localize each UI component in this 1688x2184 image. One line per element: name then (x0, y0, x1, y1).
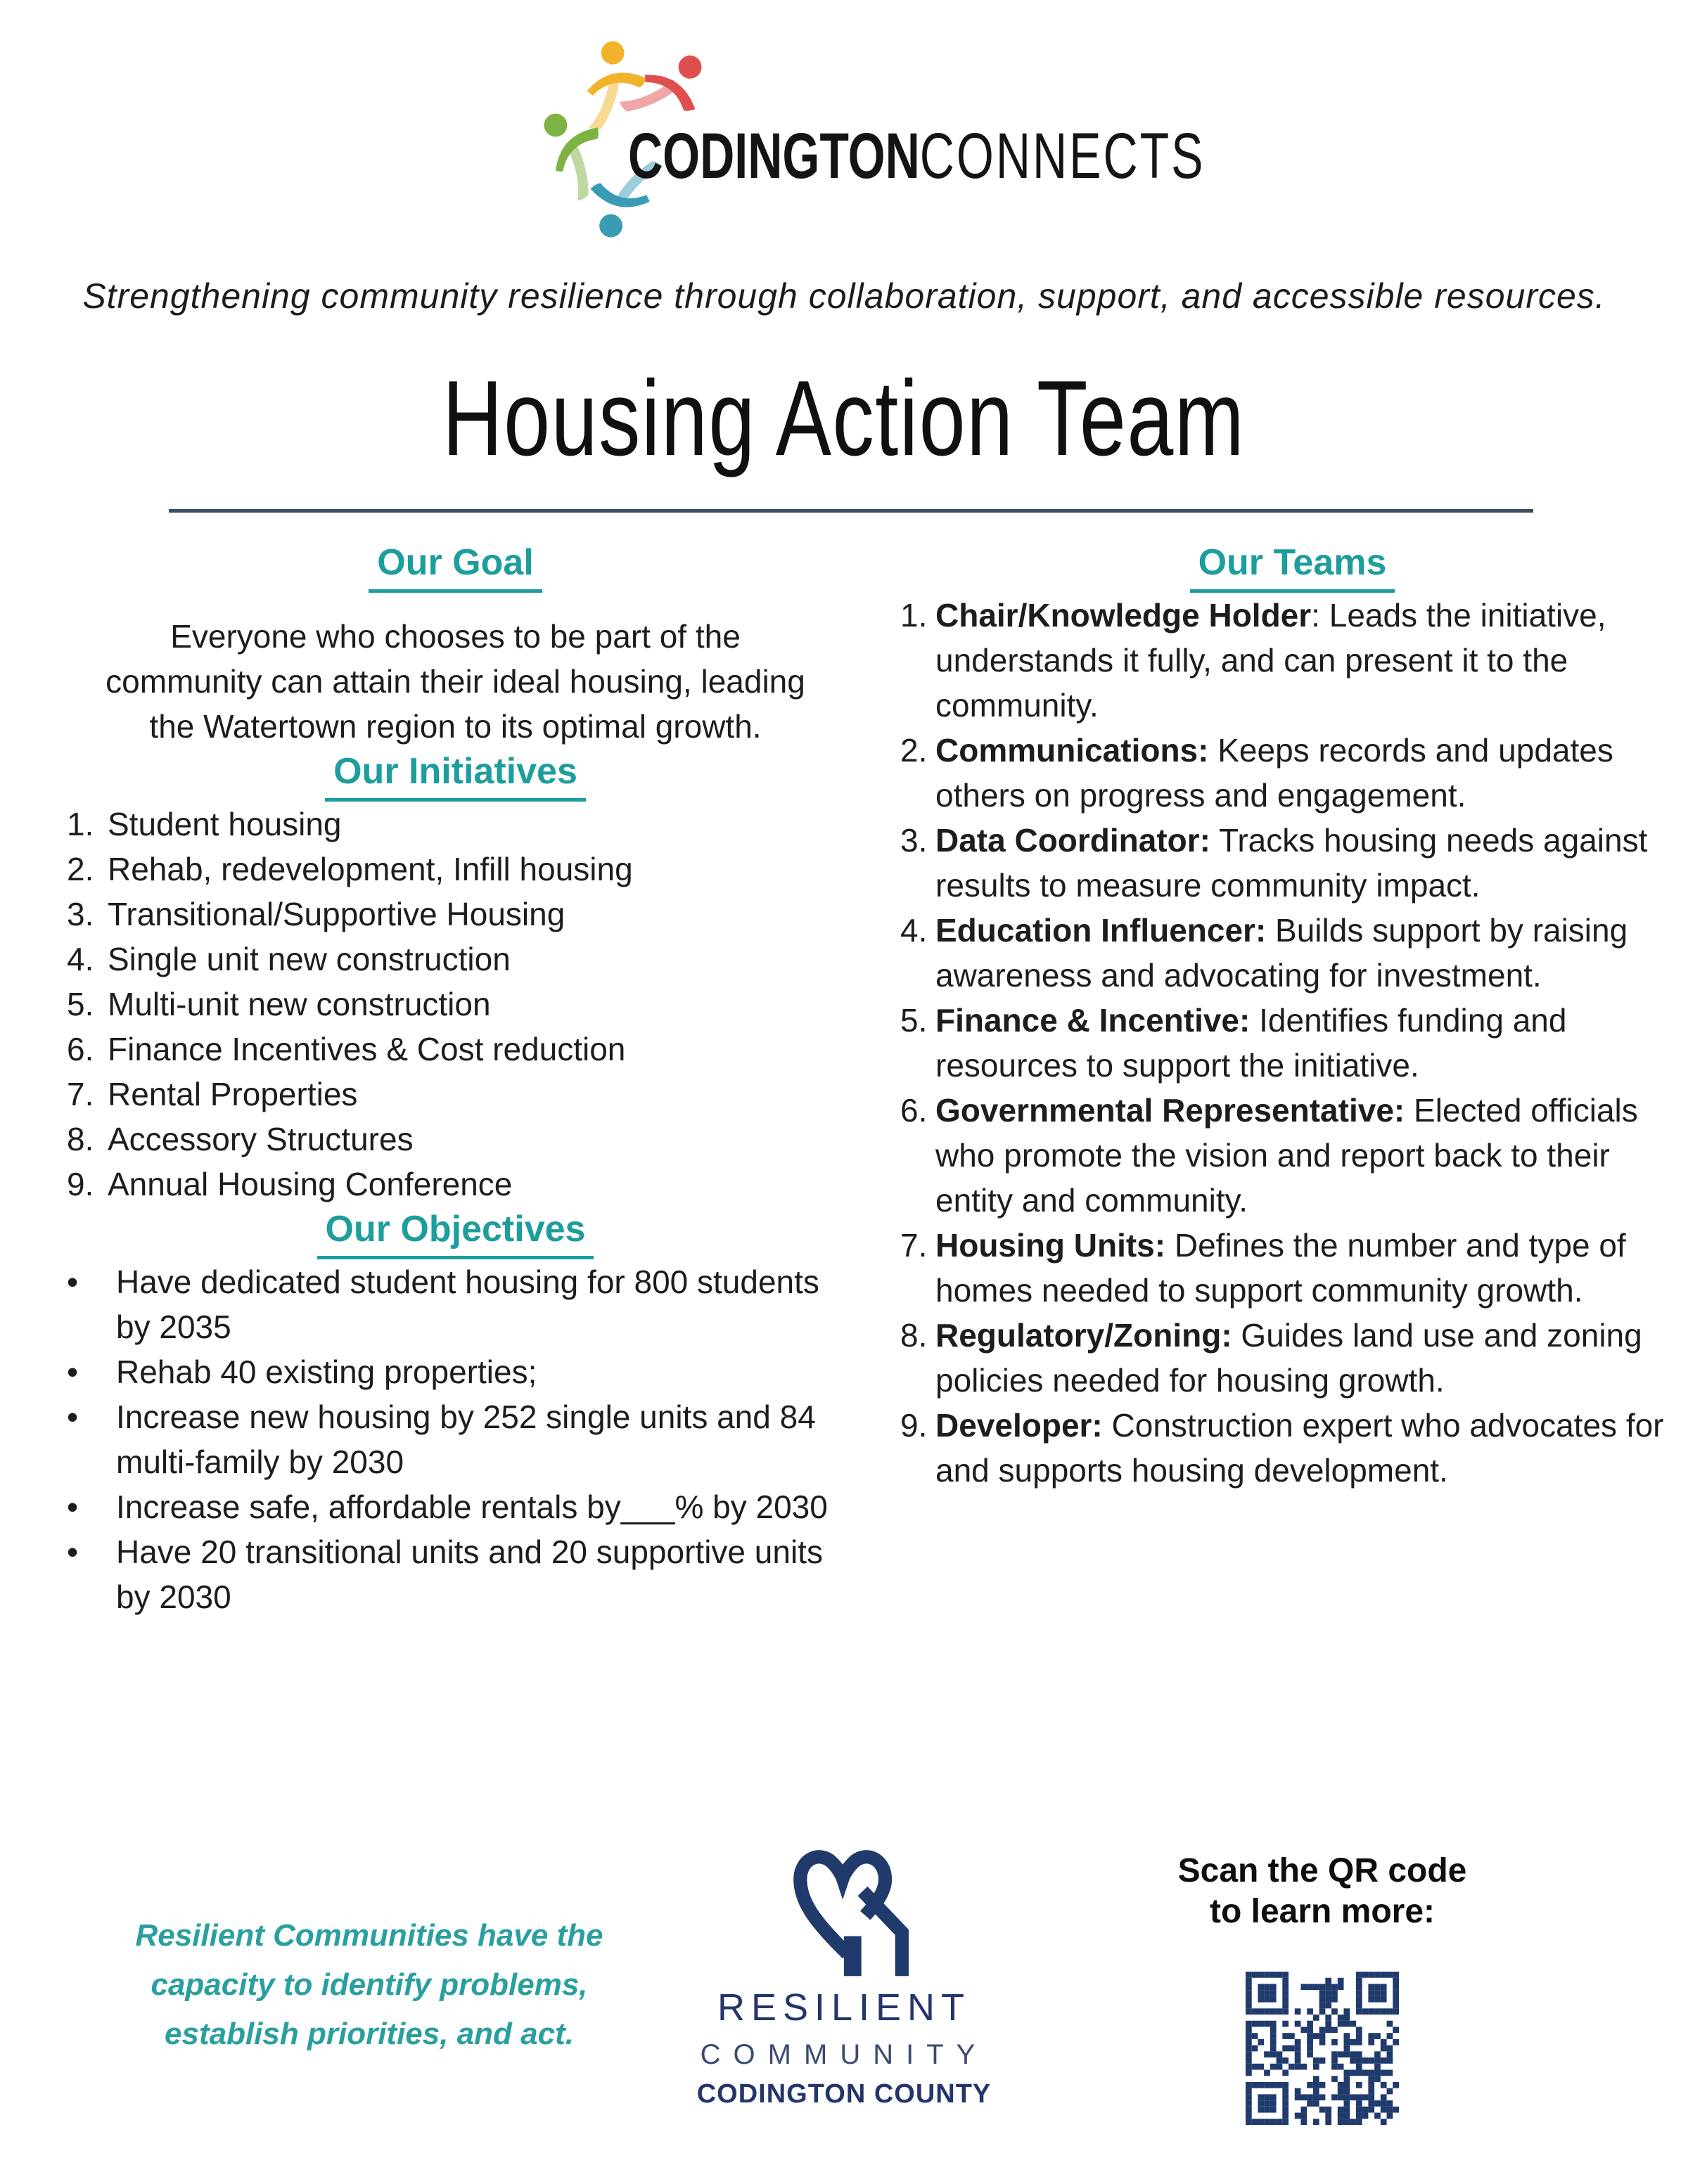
list-item: • Rehab 40 existing properties; (67, 1349, 844, 1394)
list-item: 6. Governmental Representative: Elected officials who promote the vision and report back to their entity and community. (900, 1092, 1638, 1219)
bullet-icon: • (67, 1399, 79, 1435)
list-item: 3. Data Coordinator: Tracks housing needs against results to measure community impact. (900, 822, 1648, 904)
list-item: 4. Single unit new construction (67, 941, 511, 977)
bullet-icon: • (67, 1264, 79, 1300)
list-item: • Increase new housing by 252 single units and 84 multi-family by 2030 (67, 1394, 844, 1484)
heart-house-icon (767, 1827, 921, 1978)
brand-wordmark (628, 120, 1408, 192)
list-item: 5. Multi-unit new construction (67, 986, 491, 1022)
list-item: 2. Communications: Keeps records and updates others on progress and engagement. (900, 732, 1613, 814)
bullet-icon: • (67, 1489, 79, 1525)
objectives-list (67, 1259, 844, 1619)
list-item: 7. Rental Properties (67, 1076, 358, 1112)
rc-logo-community: COMMUNITY (700, 2039, 988, 2070)
qr-label-line2: to learn more: (1209, 1893, 1436, 1930)
bullet-icon: • (67, 1354, 79, 1390)
list-item: 1. Student housing (67, 806, 342, 842)
goal-heading: Our Goal (67, 540, 844, 593)
list-item: 8. Regulatory/Zoning: Guides land use and zoning policies needed for housing growth. (900, 1317, 1642, 1399)
list-item: 5. Finance & Incentive: Identifies funding and resources to support the initiative. (900, 1002, 1567, 1084)
list-item: 1. Chair/Knowledge Holder: Leads the initiative, understands it fully, and can present it to the community. (900, 597, 1606, 724)
list-item: • Increase safe, affordable rentals by___% by 2030 (67, 1484, 844, 1529)
page-title: Housing Action Team (442, 359, 1246, 478)
tagline: Strengthening community resilience through collaboration, support, and accessible resources. (82, 276, 1606, 316)
resilient-community-logo (693, 1827, 995, 2109)
qr-code (1246, 1972, 1399, 2125)
title-divider (169, 509, 1533, 513)
list-item: • Have dedicated student housing for 800 students by 2035 (67, 1259, 844, 1349)
list-item: 8. Accessory Structures (67, 1121, 414, 1157)
right-column (900, 540, 1684, 1493)
rc-logo-county: CODINGTON COUNTY (696, 2079, 992, 2109)
qr-label-line1: Scan the QR code (1177, 1852, 1467, 1889)
initiatives-heading: Our Initiatives (67, 749, 844, 802)
list-item: 9. Developer: Construction expert who advocates for and supports housing development. (900, 1407, 1664, 1489)
list-item: 3. Transitional/Supportive Housing (67, 896, 565, 932)
list-item: • Have 20 transitional units and 20 supportive units by 2030 (67, 1529, 844, 1619)
teams-heading: Our Teams (900, 540, 1684, 593)
brand-connects: CONNECTS (919, 120, 1206, 192)
list-item: 4. Education Influencer: Builds support by raising awareness and advocating for investment. (900, 912, 1628, 994)
resilient-quote: Resilient Communities have the capacity to identify problems, establish priorities, and act. (135, 1918, 603, 2051)
list-item: 2. Rehab, redevelopment, Infill housing (67, 851, 633, 887)
list-item: 9. Annual Housing Conference (67, 1166, 513, 1202)
left-column (67, 540, 844, 1619)
bullet-icon: • (67, 1534, 79, 1570)
teams-list (900, 593, 1684, 1493)
list-item: 7. Housing Units: Defines the number and type of homes needed to support community growth. (900, 1227, 1626, 1309)
objectives-heading: Our Objectives (67, 1207, 844, 1259)
qr-section (1146, 1851, 1498, 2128)
initiatives-list (67, 802, 844, 1207)
brand-codington: CODINGTON (628, 120, 920, 192)
goal-body: Everyone who chooses to be part of the community can attain their ideal housing, leading the Watertown region to its optimal growth. (106, 618, 805, 745)
list-item: 6. Finance Incentives & Cost reduction (67, 1031, 626, 1067)
rc-logo-resilient: RESILIENT (717, 1986, 971, 2029)
